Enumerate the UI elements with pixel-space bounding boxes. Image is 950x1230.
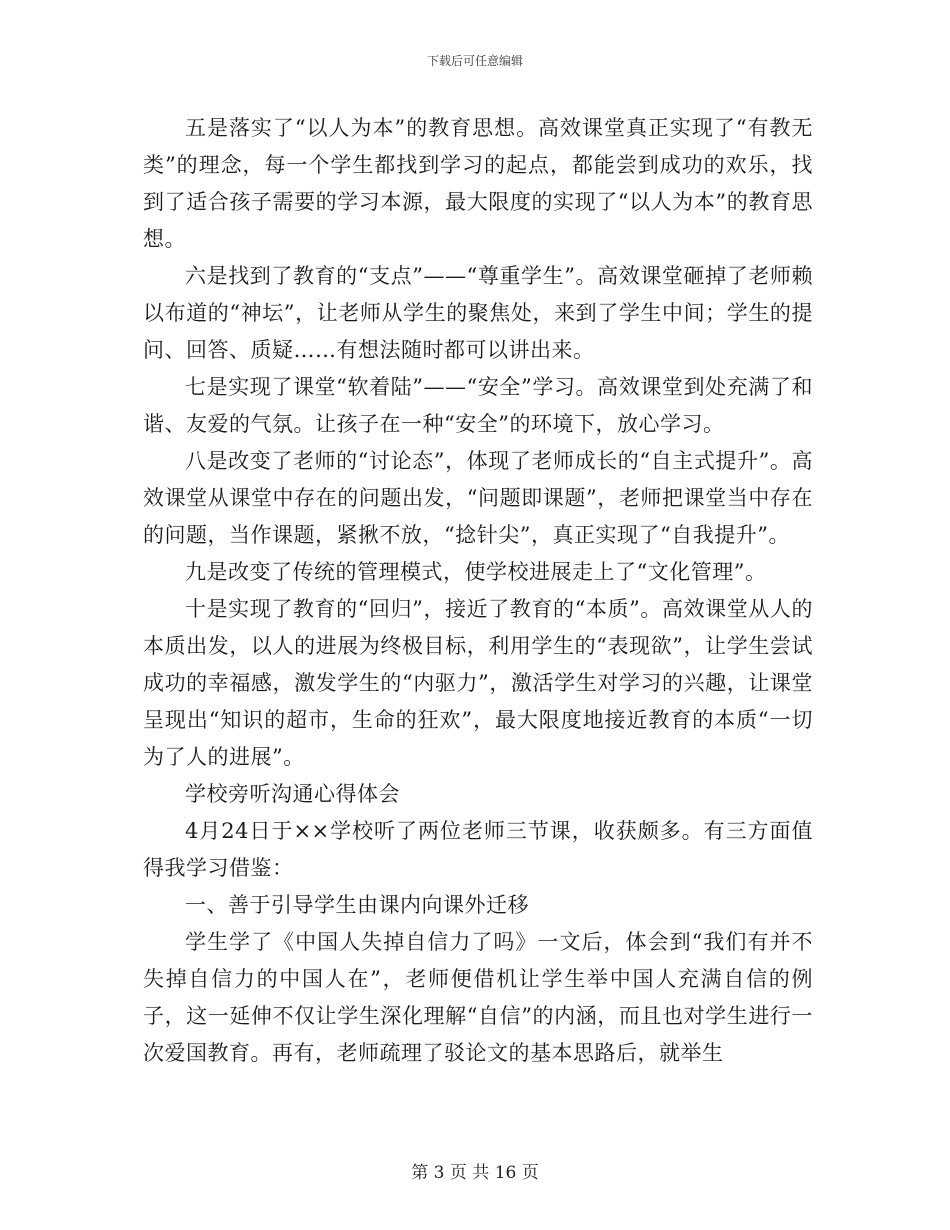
paragraph-5: 五是落实了“以人为本”的教育思想。高效课堂真正实现了“有教无类”的理念，每一个学生都找到学习的起点，都能尝到成功的欢乐，找到了适合孩子需要的学习本源，最大限度的实现了“以人为本”的教育思想。 (143, 116, 813, 251)
paragraph-10: 十是实现了教育的“回归”，接近了教育的“本质”。高效课堂从人的本质出发，以人的进展为终极目标，利用学生的“表现欲”，让学生尝试成功的幸福感，激发学生的“内驱力”，激活学生对学习的兴趣，让课堂呈现出“知识的超市，生命的狂欢”，最大限度地接近教育的本质“一切为了人的进展”。 (143, 597, 813, 769)
document-body (143, 110, 813, 1072)
section-title: 学校旁听沟通心得体会 (185, 782, 400, 806)
body-paragraph: 学生学了《中国人失掉自信力了吗》一文后，体会到“我们有并不失掉自信力的中国人在”，老师便借机让学生举中国人充满自信的例子，这一延伸不仅让学生深化理解“自信”的内涵，而且也对学生进行一次爱国教育。再有，老师疏理了驳论文的基本思路后，就举生 (143, 930, 813, 1065)
paragraph-9: 九是改变了传统的管理模式，使学校进展走上了“文化管理”。 (185, 560, 767, 584)
page-header-note: 下载后可任意编辑 (426, 54, 523, 68)
paragraph-6: 六是找到了教育的“支点”——“尊重学生”。高效课堂砸掉了老师赖以布道的“神坛”，让老师从学生的聚焦处，来到了学生中间；学生的提问、回答、质疑……有想法随时都可以讲出来。 (143, 264, 813, 362)
intro-paragraph: 4月24日于××学校听了两位老师三节课，收获颇多。有三方面值得我学习借鉴： (143, 819, 813, 880)
paragraph-8: 八是改变了老师的“讨论态”，体现了老师成长的“自主式提升”。高效课堂从课堂中存在的问题出发，“问题即课题”，老师把课堂当中存在的问题，当作课题，紧揪不放，“捻针尖”，真正实现了“自我提升”。 (143, 449, 813, 547)
paragraph-7: 七是实现了课堂“软着陆”——“安全”学习。高效课堂到处充满了和谐、友爱的气氛。让孩子在一种“安全”的环境下，放心学习。 (143, 375, 813, 436)
page-number: 第 3 页 共 16 页 (411, 1163, 539, 1183)
subheading-1: 一、善于引导学生由课内向课外迁移 (185, 893, 529, 917)
